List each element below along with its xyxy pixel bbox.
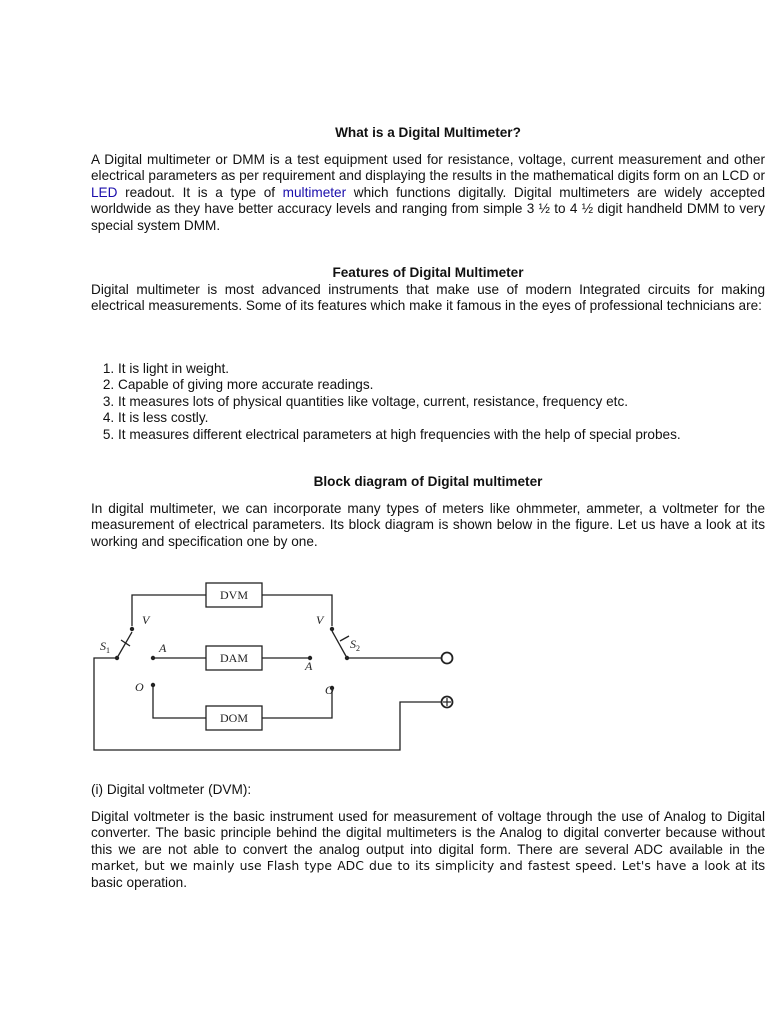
list-item: 1. It is light in weight. bbox=[118, 361, 765, 377]
s1-a-contact bbox=[151, 656, 155, 660]
return-wire bbox=[94, 658, 441, 750]
s1-a-label: A bbox=[159, 641, 167, 655]
s2-v-label: V bbox=[316, 613, 324, 627]
s1-o-contact bbox=[151, 683, 155, 687]
section-title-block-diagram: Block diagram of Digital multimeter bbox=[313, 474, 543, 489]
s1-v-contact bbox=[130, 627, 134, 631]
s2-label: $S_2$ bbox=[350, 637, 360, 653]
s2-a-label: A bbox=[305, 659, 313, 673]
s1-lever-tick bbox=[121, 640, 130, 646]
intro-text-part-2: readout. It is a type of bbox=[117, 184, 283, 200]
intro-paragraph bbox=[91, 152, 765, 234]
features-intro-block bbox=[91, 282, 765, 315]
output-terminal bbox=[442, 653, 453, 664]
s1-o-label: O bbox=[135, 680, 144, 694]
dvm-heading: (i) Digital voltmeter (DVM): bbox=[91, 782, 252, 797]
block-diagram-intro-block bbox=[91, 501, 765, 550]
dam-label: DAM bbox=[219, 651, 249, 665]
s1-lever bbox=[117, 632, 132, 658]
list-item: 3. It measures lots of physical quantities like voltage, current, resistance, frequency etc. bbox=[118, 394, 765, 410]
features-list bbox=[91, 361, 765, 443]
section-title-what-is-dmm: What is a Digital Multimeter? bbox=[335, 125, 521, 140]
multimeter-link[interactable]: multimeter bbox=[282, 184, 347, 200]
s1-label: $S_1$ bbox=[100, 639, 110, 655]
dom-input-wire bbox=[153, 685, 206, 718]
dmm-block-diagram-svg bbox=[85, 574, 465, 756]
dom-output-wire bbox=[262, 690, 332, 718]
led-link[interactable]: LED bbox=[91, 184, 118, 200]
list-item: 4. It is less costly. bbox=[118, 410, 765, 426]
list-item: 5. It measures different electrical parameters at high frequencies with the help of special probes. bbox=[118, 427, 765, 443]
features-intro: Digital multimeter is most advanced instruments that make use of modern Integrated circuits for making electrical measurements. Some of its features which make it famous in the eyes of professional technicians are: bbox=[91, 282, 765, 314]
s1-pivot bbox=[115, 656, 119, 660]
list-item: 2. Capable of giving more accurate readings. bbox=[118, 377, 765, 393]
features-list-block bbox=[91, 361, 765, 443]
intro-paragraph-block bbox=[91, 152, 765, 234]
intro-text-part-1: A Digital multimeter or DMM is a test equipment used for resistance, voltage, current measurement and other electrical parameters as per requirement and displaying the results in the mathematical digits form on an LCD or bbox=[91, 152, 765, 184]
section-title-features: Features of Digital Multimeter bbox=[332, 265, 524, 280]
dvm-label: DVM bbox=[219, 588, 249, 602]
dvm-paragraph-block bbox=[91, 809, 765, 891]
dvm-heading-block bbox=[91, 782, 765, 798]
dvm-text-part-3: at its basic operation. bbox=[91, 858, 766, 890]
s2-pivot bbox=[345, 656, 349, 660]
dvm-paragraph bbox=[91, 809, 765, 891]
s2-lever bbox=[332, 631, 347, 658]
s2-lever-tick bbox=[340, 636, 349, 641]
dvm-text-part-1: Digital voltmeter is the basic instrument used for measurement of voltage through the use of Analog to Digital converter. The basic principle behind the digital multimeters is the Analog to digital converter because without this we are not able to convert the analog output into digital form. There are several ADC available in the bbox=[91, 809, 765, 857]
dmm-block-diagram bbox=[85, 574, 465, 756]
s2-o-label: O bbox=[325, 683, 334, 697]
intro-text-part-3: which functions digitally. Digital multimeters are widely accepted worldwide as they have better accuracy levels and ranging from simple 3 ½ to 4 ½ digit handheld DMM to very special system DMM. bbox=[91, 184, 766, 233]
block-diagram-intro: In digital multimeter, we can incorporate many types of meters like ohmmeter, ammeter, a voltmeter for the measurement of electrical parameters. Its block diagram is shown below in the figure. Let us have a look at its working and specification one by one. bbox=[91, 501, 765, 549]
dvm-text-part-2: market, but we mainly use Flash type ADC due to its simplicity and fastest speed. Let's have a look bbox=[91, 858, 731, 874]
s2-v-contact bbox=[330, 627, 334, 631]
s1-v-label: V bbox=[142, 613, 150, 627]
dom-label: DOM bbox=[219, 711, 249, 725]
